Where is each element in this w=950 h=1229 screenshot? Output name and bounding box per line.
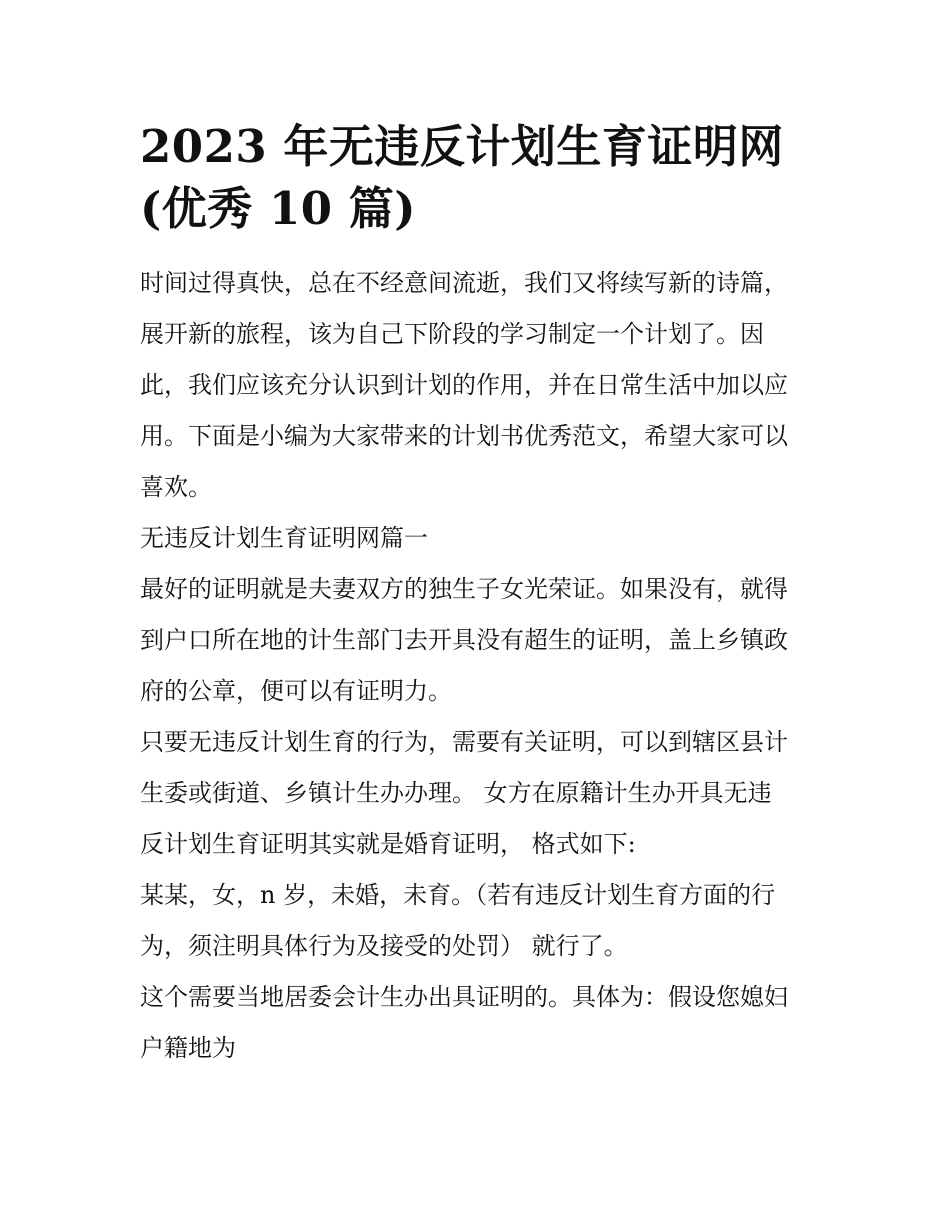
body-paragraph bbox=[140, 972, 812, 1074]
text-line: 只要无违反计划生育的行为，需要有关证明，可以到辖区县计 bbox=[140, 728, 788, 756]
text-line: 时间过得真快，总在不经意间流逝，我们又将续写新的诗篇， bbox=[140, 269, 788, 297]
text-line: 为，须注明具体行为及接受的处罚） 就行了。 bbox=[140, 932, 628, 960]
text-line: 此，我们应该充分认识到计划的作用，并在日常生活中加以应 bbox=[140, 371, 788, 399]
text-line: 到户口所在地的计生部门去开具没有超生的证明，盖上乡镇政 bbox=[140, 626, 788, 654]
text-line: 用。下面是小编为大家带来的计划书优秀范文，希望大家可以 bbox=[140, 422, 788, 450]
text-line: 最好的证明就是夫妻双方的独生子女光荣证。如果没有，就得 bbox=[140, 575, 788, 603]
text-line: 喜欢。 bbox=[140, 473, 212, 501]
text-line: 这个需要当地居委会计生办出具证明的。具体为：假设您媳妇 bbox=[140, 983, 788, 1011]
text-line: 府的公章，便可以有证明力。 bbox=[140, 677, 452, 705]
intro-paragraph bbox=[140, 258, 812, 513]
text-line: 某某，女，n 岁，未婚，未育。（若有违反计划生育方面的行 bbox=[140, 881, 776, 909]
body-paragraph bbox=[140, 870, 812, 972]
document-body bbox=[140, 258, 812, 1074]
text-line: 展开新的旅程，该为自己下阶段的学习制定一个计划了。因 bbox=[140, 320, 764, 348]
text-line: 生委或街道、乡镇计生办办理。 女方在原籍计生办开具无违 bbox=[140, 779, 772, 807]
body-paragraph bbox=[140, 717, 812, 870]
text-line: 户籍地为 bbox=[140, 1034, 236, 1062]
section-heading bbox=[140, 513, 812, 564]
document-content bbox=[140, 116, 812, 1074]
text-line: 反计划生育证明其实就是婚育证明， 格式如下: bbox=[140, 830, 636, 858]
document-title bbox=[140, 116, 812, 240]
title-line: (优秀 10 篇) bbox=[140, 182, 417, 235]
title-line: 2023 年无违反计划生育证明网 bbox=[140, 120, 784, 173]
text-line: 无违反计划生育证明网篇一 bbox=[140, 524, 428, 552]
body-paragraph bbox=[140, 564, 812, 717]
